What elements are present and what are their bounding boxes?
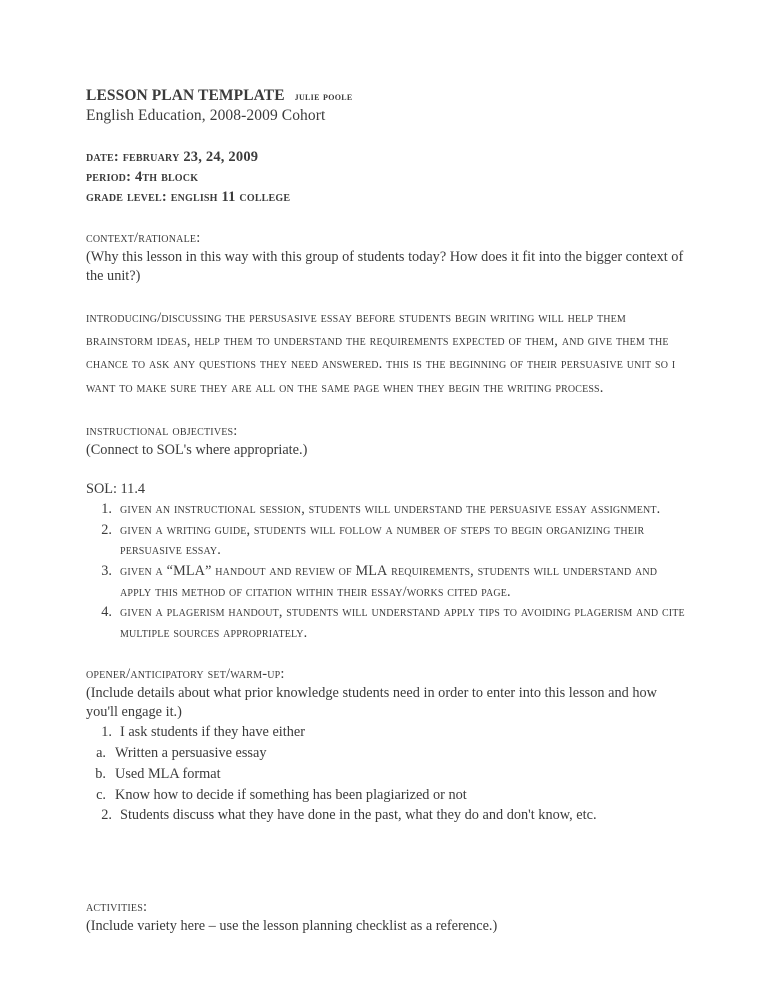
list-marker: 3. [101,562,112,579]
opener-subtext-a: Written a persuasive essay [115,745,267,762]
list-marker: 2. [101,521,112,538]
context-body: introducing/discussing the persusasive essay before students begin writing will help them brainstorm ideas, help them to understand the requirements expected of them, and give them the chance to ask any questions they need answered. this is the beginning of their persuasive unit so i want to make sure they are all on the same page when they begin the writing process. [86,309,676,396]
list-item [86,602,686,643]
opener-sublist [86,743,686,805]
page-title: LESSON PLAN TEMPLATE [86,87,285,104]
objective-text-1: given an instructional session, students will understand the persuasive essay assignment. [120,501,661,518]
mla-abbreviation: MLA [355,562,388,579]
meta-date: date: february 23, 24, 2009 [86,149,259,166]
activities-heading: activities: [86,899,148,916]
opener-prompt: (Include details about what prior knowledge students need in order to enter into this lesson and how you'll engage it.) [86,685,657,721]
section-objectives [86,422,686,643]
objectives-list [86,499,686,643]
document-title-row [86,86,686,106]
meta-grade-level: grade level: english 11 college [86,189,291,206]
section-opener [86,665,686,826]
sol-reference: SOL: 11.4 [86,481,146,498]
list-item [86,561,686,602]
list-item [86,764,686,785]
list-marker: b. [95,765,106,782]
opener-subtext-b: Used MLA format [115,765,221,782]
opener-subtext-c: Know how to decide if something has been plagiarized or not [115,786,467,803]
list-marker: 4. [101,604,112,621]
document-body [86,86,686,936]
objective-text-2: given a writing guide, students will follow a number of steps to begin organizing their persuasive essay. [120,521,645,559]
list-marker: a. [96,745,106,762]
list-item [86,520,686,561]
list-item [86,785,686,806]
meta-block [86,147,686,207]
opener-text-2: Students discuss what they have done in the past, what they do and don't know, etc. [120,807,597,824]
section-context [86,229,686,400]
activities-prompt: (Include variety here – use the lesson planning checklist as a reference.) [86,917,498,934]
opener-heading: opener/anticipatory set/warm-up: [86,666,285,683]
list-item [86,499,686,520]
objective-text-4: given a plagerism handout, students will understand apply tips to avoiding plagerism and cite multiple sources appropriately. [120,604,685,641]
opener-list [86,722,686,743]
opener-text-1: I ask students if they have either [120,724,306,741]
mla-abbreviation: MLA [173,562,206,579]
objectives-prompt: (Connect to SOL's where appropriate.) [86,442,308,459]
list-item [86,805,686,826]
list-marker: 1. [101,501,112,518]
objectives-heading: instructional objectives: [86,423,238,440]
list-item [86,743,686,764]
objective-text-3: given a “MLA” handout and review of MLA requirements, students will understand and apply this method of citation within their essay/works cited page. [120,562,658,600]
section-activities [86,898,686,936]
list-marker: 2. [101,807,112,824]
list-marker: 1. [101,724,112,741]
meta-period: period: 4th block [86,169,199,186]
list-item [86,722,686,743]
author-name: julie poole [294,89,353,103]
context-prompt: (Why this lesson in this way with this group of students today? How does it fit into the bigger context of the unit?) [86,249,684,285]
opener-list-continued [86,805,686,826]
list-marker: c. [96,786,106,803]
document-subtitle: English Education, 2008-2009 Cohort [86,106,326,124]
context-heading: context/rationale: [86,230,201,247]
